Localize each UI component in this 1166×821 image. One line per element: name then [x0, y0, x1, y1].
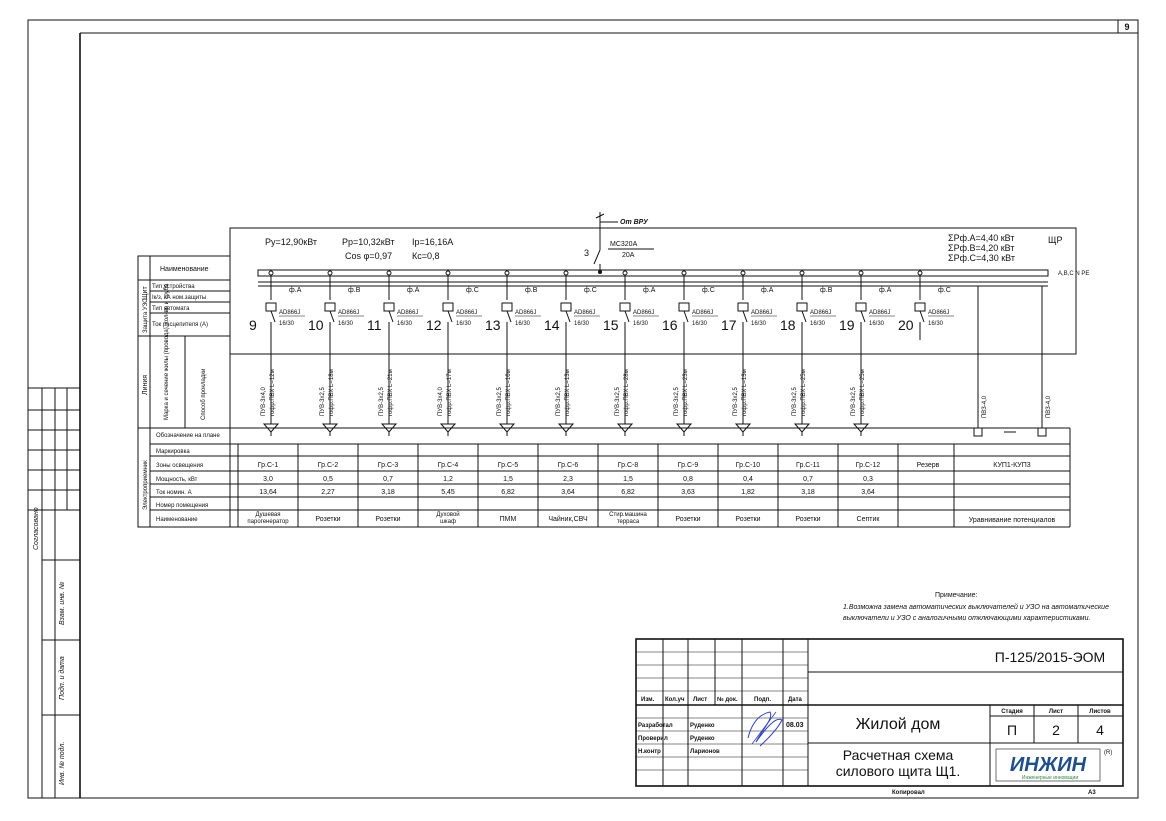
- breaker-contact: [684, 311, 688, 322]
- signature: [748, 712, 782, 746]
- breaker-contact: [566, 311, 570, 322]
- tb-stage-label: Стадия: [1001, 709, 1023, 715]
- breaker-rating: 16/30: [338, 321, 354, 327]
- tb-col-3: № док.: [717, 697, 738, 703]
- circuit-group: Гр.С-9: [677, 462, 699, 469]
- breaker-contact: [448, 311, 452, 322]
- breaker-rating: 16/30: [928, 321, 944, 327]
- breaker-type: AD866J: [397, 310, 419, 316]
- feeder-cable: ПУВ-3х2,5: [792, 387, 798, 416]
- circuit-number: 20: [898, 317, 914, 333]
- breaker-rating: 16/30: [633, 321, 649, 327]
- hdr-current: Ток номин. А: [156, 490, 192, 496]
- breaker-type: AD866J: [574, 310, 596, 316]
- bus-label: A,B,C N PE: [1058, 271, 1090, 277]
- breaker-rating: 16/30: [692, 321, 708, 327]
- circuit-group: Гр.С-3: [377, 462, 399, 469]
- circuit-number: 18: [780, 317, 796, 333]
- tb-sheets-label: Листов: [1089, 709, 1111, 715]
- circuit-name: парогенератор: [247, 519, 289, 525]
- breaker-rating: 16/30: [515, 321, 531, 327]
- format-label: А3: [1088, 790, 1096, 796]
- circuit-name: Розетки: [795, 516, 821, 523]
- tb-col-4: Подп.: [754, 697, 771, 703]
- note-title: Примечание:: [935, 592, 978, 599]
- circuit-current: 6,82: [501, 489, 515, 496]
- hdr-cable: Марка и сечение жилы (провода), кол-во и труба: [164, 283, 170, 420]
- breaker-type: AD866J: [338, 310, 360, 316]
- bus-node: [328, 271, 332, 275]
- rcbo-symbol: [856, 303, 866, 311]
- circuit-power: 1,2: [443, 476, 453, 483]
- breaker-rating: 16/30: [456, 321, 472, 327]
- tb-object: Жилой дом: [855, 716, 941, 733]
- circuit-name: Розетки: [675, 516, 701, 523]
- circuit-phase: ф.C: [584, 287, 597, 294]
- circuit-name: Розетки: [375, 516, 401, 523]
- circuit-current: 1,82: [741, 489, 755, 496]
- note-line-1: 1.Возможна замена автоматических выключателей и УЗО на автоматические: [843, 604, 1109, 611]
- circuit-name: Септик: [856, 516, 880, 523]
- hdr-line: Линия: [142, 374, 149, 395]
- rcbo-symbol: [443, 303, 453, 311]
- side-stamp: [28, 388, 80, 798]
- breaker-rating: 16/30: [279, 321, 295, 327]
- hdr-laying: Способ прокладки: [201, 368, 207, 420]
- feeder-pipe: гофр.ПВХ L=13м: [742, 369, 748, 416]
- breaker-rating: 16/30: [574, 321, 590, 327]
- hdr-designation: Обозначение на плане: [156, 433, 220, 439]
- phase-c-sum: ΣPф.C=4,30 кВт: [948, 253, 1016, 263]
- bus-node: [387, 271, 391, 275]
- breaker-type: AD866J: [279, 310, 301, 316]
- tb-col-1: Кол.уч: [665, 697, 685, 703]
- circuit-power: 0,7: [383, 476, 393, 483]
- hdr-zone: Зоны освещения: [156, 463, 204, 469]
- svg-text:ИНЖИН: ИНЖИН: [1009, 754, 1087, 776]
- circuit-phase: ф.A: [879, 287, 892, 294]
- busbar: [258, 270, 1048, 276]
- hdr-breaker-type: Тип автомата: [152, 306, 190, 312]
- feeder-cable: ПУВ-3х2,5: [379, 387, 385, 416]
- breaker-type: AD866J: [810, 310, 832, 316]
- feeder-cable: ПУВ-3х4,0: [438, 387, 444, 416]
- hdr-room: Номер помещения: [156, 503, 209, 509]
- breaker-contact: [330, 311, 334, 322]
- hdr-device-type: Тип устройства: [152, 284, 195, 290]
- circuit-number: 13: [485, 317, 501, 333]
- circuit-current: 3,18: [801, 489, 815, 496]
- circuit-number: 16: [662, 317, 678, 333]
- breaker-type: AD866J: [928, 310, 950, 316]
- breaker-type: AD866J: [751, 310, 773, 316]
- rcbo-symbol: [679, 303, 689, 311]
- equipotential-bonding: [954, 286, 1056, 527]
- rcbo-symbol: [325, 303, 335, 311]
- company-logo: [996, 749, 1112, 781]
- breaker-rating: 16/30: [751, 321, 767, 327]
- left-header-table: [138, 256, 1070, 527]
- breaker-type: AD866J: [515, 310, 537, 316]
- tb-role-2: Н.контр: [638, 749, 661, 755]
- circuit-power: 0,8: [683, 476, 693, 483]
- panel-name: ЩР: [1048, 235, 1063, 245]
- breaker-contact: [802, 311, 806, 322]
- circuit-current: 2,27: [321, 489, 335, 496]
- tb-name-1: Руденко: [690, 736, 715, 742]
- feeder-pipe: гофр.ПВХ L=17м: [447, 369, 453, 416]
- bus-node: [741, 271, 745, 275]
- circuit-group: Гр.С-6: [557, 462, 579, 469]
- outer-frame: [28, 20, 1138, 798]
- hdr-name2: Наименование: [156, 517, 198, 523]
- eq-cable-2: ПВЗ-4,0: [1046, 395, 1052, 418]
- circuit-name: шкаф: [440, 519, 456, 525]
- circuit-name: Розетки: [315, 516, 341, 523]
- svg-text:(R): (R): [1104, 750, 1113, 756]
- svg-text:Инженерные инновации: Инженерные инновации: [1021, 775, 1079, 781]
- rcbo-symbol: [266, 303, 276, 311]
- circuit-current: 5,45: [441, 489, 455, 496]
- circuit-name: Чайник,СВЧ: [548, 516, 588, 523]
- phase-b-sum: ΣPф.B=4,20 кВт: [948, 243, 1015, 253]
- circuit-phase: ф.A: [289, 287, 302, 294]
- circuit-phase: ф.B: [820, 287, 833, 294]
- main-breaker-type: МС320А: [610, 241, 638, 248]
- rcbo-symbol: [384, 303, 394, 311]
- main-input: [584, 212, 654, 274]
- rcbo-symbol: [620, 303, 630, 311]
- eq-group: КУП1-КУП3: [993, 462, 1031, 469]
- stamp-agreed: Согласовано: [33, 507, 40, 550]
- circuit-current: 3,64: [561, 489, 575, 496]
- circuit-power: 0,4: [743, 476, 753, 483]
- tb-stage: П: [1006, 722, 1018, 738]
- rcbo-symbol: [738, 303, 748, 311]
- circuit-name: Розетки: [735, 516, 761, 523]
- breaker-type: AD866J: [456, 310, 478, 316]
- main-breaker-rating: 20А: [622, 252, 635, 259]
- input-label: От ВРУ: [620, 219, 648, 226]
- panel-ip: Ip=16,16A: [412, 237, 454, 247]
- bus-node: [564, 271, 568, 275]
- circuit-power: 1,5: [503, 476, 513, 483]
- hdr-kz: Iк/з, кА ном.защиты: [152, 295, 207, 301]
- circuit-power: 0,5: [323, 476, 333, 483]
- tb-sheet-label: Лист: [1048, 709, 1064, 715]
- tb-date-0: 08.03: [786, 722, 804, 729]
- feeder-cable: ПУВ-3х4,0: [261, 387, 267, 416]
- circuit-current: 3,64: [861, 489, 875, 496]
- hdr-power: Мощность, кВт: [156, 477, 198, 483]
- feeder-cable: ПУВ-3х2,5: [497, 387, 503, 416]
- breaker-contact: [861, 311, 865, 322]
- feeder-cable: ПУВ-3х2,5: [556, 387, 562, 416]
- circuit-number: 9: [249, 317, 257, 333]
- feeder-cable: ПУВ-3х2,5: [615, 387, 621, 416]
- breaker-contact: [743, 311, 747, 322]
- circuit-number: 12: [426, 317, 442, 333]
- circuit-phase: ф.C: [938, 287, 951, 294]
- bus-node: [918, 271, 922, 275]
- circuit-number: 14: [544, 317, 560, 333]
- main-breaker-number: 3: [584, 248, 590, 258]
- circuit-phase: ф.C: [466, 287, 479, 294]
- bus-node: [800, 271, 804, 275]
- circuit-name: Духовой: [436, 512, 460, 518]
- bus-node: [682, 271, 686, 275]
- circuit-number: 15: [603, 317, 619, 333]
- circuit-phase: ф.C: [702, 287, 715, 294]
- feeder-pipe: гофр.ПВХ L=18м: [329, 369, 335, 416]
- breaker-rating: 16/30: [869, 321, 885, 327]
- breaker-contact: [389, 311, 393, 322]
- breaker-rating: 16/30: [397, 321, 413, 327]
- feeder-cable: ПУВ-3х2,5: [320, 387, 326, 416]
- breaker-contact: [920, 311, 924, 322]
- panel-cos: Cos φ=0,97: [345, 251, 393, 261]
- tb-sheets: 4: [1096, 722, 1104, 738]
- tb-col-5: Дата: [788, 697, 802, 703]
- breaker-contact: [271, 311, 275, 322]
- feeder-pipe: гофр.ПВХ L=25м: [801, 369, 807, 416]
- circuit-name: терраса: [616, 519, 640, 525]
- circuit-group: Гр.С-10: [735, 462, 761, 469]
- tb-col-2: Лист: [693, 697, 708, 703]
- note-line-2: выключатели и УЗО с аналогичными отключающими характеристиками.: [843, 615, 1091, 622]
- circuit-group: Гр.С-11: [796, 462, 820, 469]
- title-block: [636, 639, 1123, 796]
- circuit-current: 6,82: [621, 489, 635, 496]
- hdr-shield: Щит: [142, 286, 149, 300]
- stamp-sign-date: Подп. и дата: [59, 656, 66, 700]
- hdr-marking: Маркировка: [156, 449, 190, 455]
- circuit-group: Резерв: [916, 462, 940, 469]
- bus-node: [446, 271, 450, 275]
- bus-node: [269, 271, 273, 275]
- circuit-power: 3,0: [263, 476, 273, 483]
- hdr-protection: Защита УЗО: [143, 298, 149, 333]
- circuit-name: ПММ: [499, 516, 517, 523]
- tb-role-1: Проверил: [638, 736, 668, 742]
- circuit-power: 2,3: [563, 476, 573, 483]
- circuit-power: 1,5: [623, 476, 633, 483]
- circuit-phase: ф.A: [407, 287, 420, 294]
- rcbo-symbol: [915, 303, 925, 311]
- feeder-pipe: гофр.ПВХ L=25м: [860, 369, 866, 416]
- eq-name: Уравнивание потенциалов: [968, 517, 1056, 524]
- circuit-power: 0,3: [863, 476, 873, 483]
- circuit-phase: ф.A: [643, 287, 656, 294]
- tb-col-0: Изм.: [641, 697, 655, 703]
- note: [843, 592, 1109, 622]
- circuits-layer: [238, 271, 954, 527]
- circuit-name: Стир.машина: [609, 512, 647, 518]
- breaker-contact: [625, 311, 629, 322]
- circuit-current: 13,64: [259, 489, 277, 496]
- bus-node: [859, 271, 863, 275]
- tb-sheet: 2: [1052, 722, 1060, 738]
- circuit-number: 19: [839, 317, 855, 333]
- rcbo-symbol: [797, 303, 807, 311]
- circuit-phase: ф.B: [525, 287, 538, 294]
- circuit-current: 3,18: [381, 489, 395, 496]
- circuit-group: Гр.С-4: [437, 462, 459, 469]
- circuit-phase: ф.B: [348, 287, 361, 294]
- feeder-pipe: гофр.ПВХ L=28м: [624, 369, 630, 416]
- breaker-type: AD866J: [869, 310, 891, 316]
- breaker-contact: [507, 311, 511, 322]
- circuit-number: 11: [367, 317, 382, 333]
- circuit-number: 17: [721, 317, 737, 333]
- copied-label: Копировал: [892, 790, 925, 796]
- tb-role-0: Разработал: [638, 723, 673, 729]
- hdr-name: Наименование: [160, 266, 209, 273]
- rcbo-symbol: [502, 303, 512, 311]
- breaker-type: AD866J: [633, 310, 655, 316]
- stamp-inv-replace: Взам. инв. №: [59, 581, 66, 625]
- stamp-inv-orig: Инв. № подл.: [59, 741, 66, 785]
- feeder-cable: ПУВ-3х2,5: [733, 387, 739, 416]
- feeder-cable: ПУВ-3х2,5: [674, 387, 680, 416]
- panel-pp: Pp=10,32кВт: [342, 237, 395, 247]
- circuit-name: Душевая: [255, 512, 281, 518]
- breaker-type: AD866J: [692, 310, 714, 316]
- hdr-breaker-current: Ток расцепителя (A): [152, 322, 209, 328]
- tb-code: П-125/2015-ЭОМ: [994, 649, 1106, 665]
- circuit-power: 0,7: [803, 476, 813, 483]
- feeder-pipe: гофр.ПВХ L=12м: [270, 369, 276, 416]
- circuit-number: 10: [308, 317, 324, 333]
- bus-node: [623, 271, 627, 275]
- tb-sheet-title-1: Расчетная схема: [842, 747, 954, 763]
- feeder-cable: ПУВ-3х2,5: [851, 387, 857, 416]
- page-number: 9: [1124, 22, 1130, 32]
- feeder-pipe: гофр.ПВХ L=16м: [506, 369, 512, 416]
- eq-cable-1: ПВЗ-4,0: [982, 395, 988, 418]
- panel-kc: Кс=0,8: [412, 251, 440, 261]
- phase-a-sum: ΣPф.A=4,40 кВт: [948, 233, 1015, 243]
- feeder-pipe: гофр.ПВХ L=23м: [683, 369, 689, 416]
- breaker-rating: 16/30: [810, 321, 826, 327]
- tb-name-0: Руденко: [690, 723, 715, 729]
- tb-name-2: Ларионов: [690, 749, 720, 755]
- panel-py: Py=12,90кВт: [265, 237, 318, 247]
- circuit-group: Гр.С-12: [855, 462, 881, 469]
- circuit-group: Гр.С-2: [317, 462, 339, 469]
- circuit-group: Гр.С-5: [497, 462, 519, 469]
- feeder-pipe: гофр.ПВХ L=13м: [565, 369, 571, 416]
- circuit-group: Гр.С-8: [617, 462, 639, 469]
- hdr-consumers: Электроприемник: [143, 460, 149, 510]
- circuit-group: Гр.С-1: [257, 462, 279, 469]
- feeder-pipe: гофр.ПВХ L=21м: [388, 369, 394, 416]
- circuit-phase: ф.A: [761, 287, 774, 294]
- tb-sheet-title-2: силового щита Щ1.: [835, 763, 961, 779]
- bus-node: [505, 271, 509, 275]
- rcbo-symbol: [561, 303, 571, 311]
- circuit-current: 3,63: [681, 489, 695, 496]
